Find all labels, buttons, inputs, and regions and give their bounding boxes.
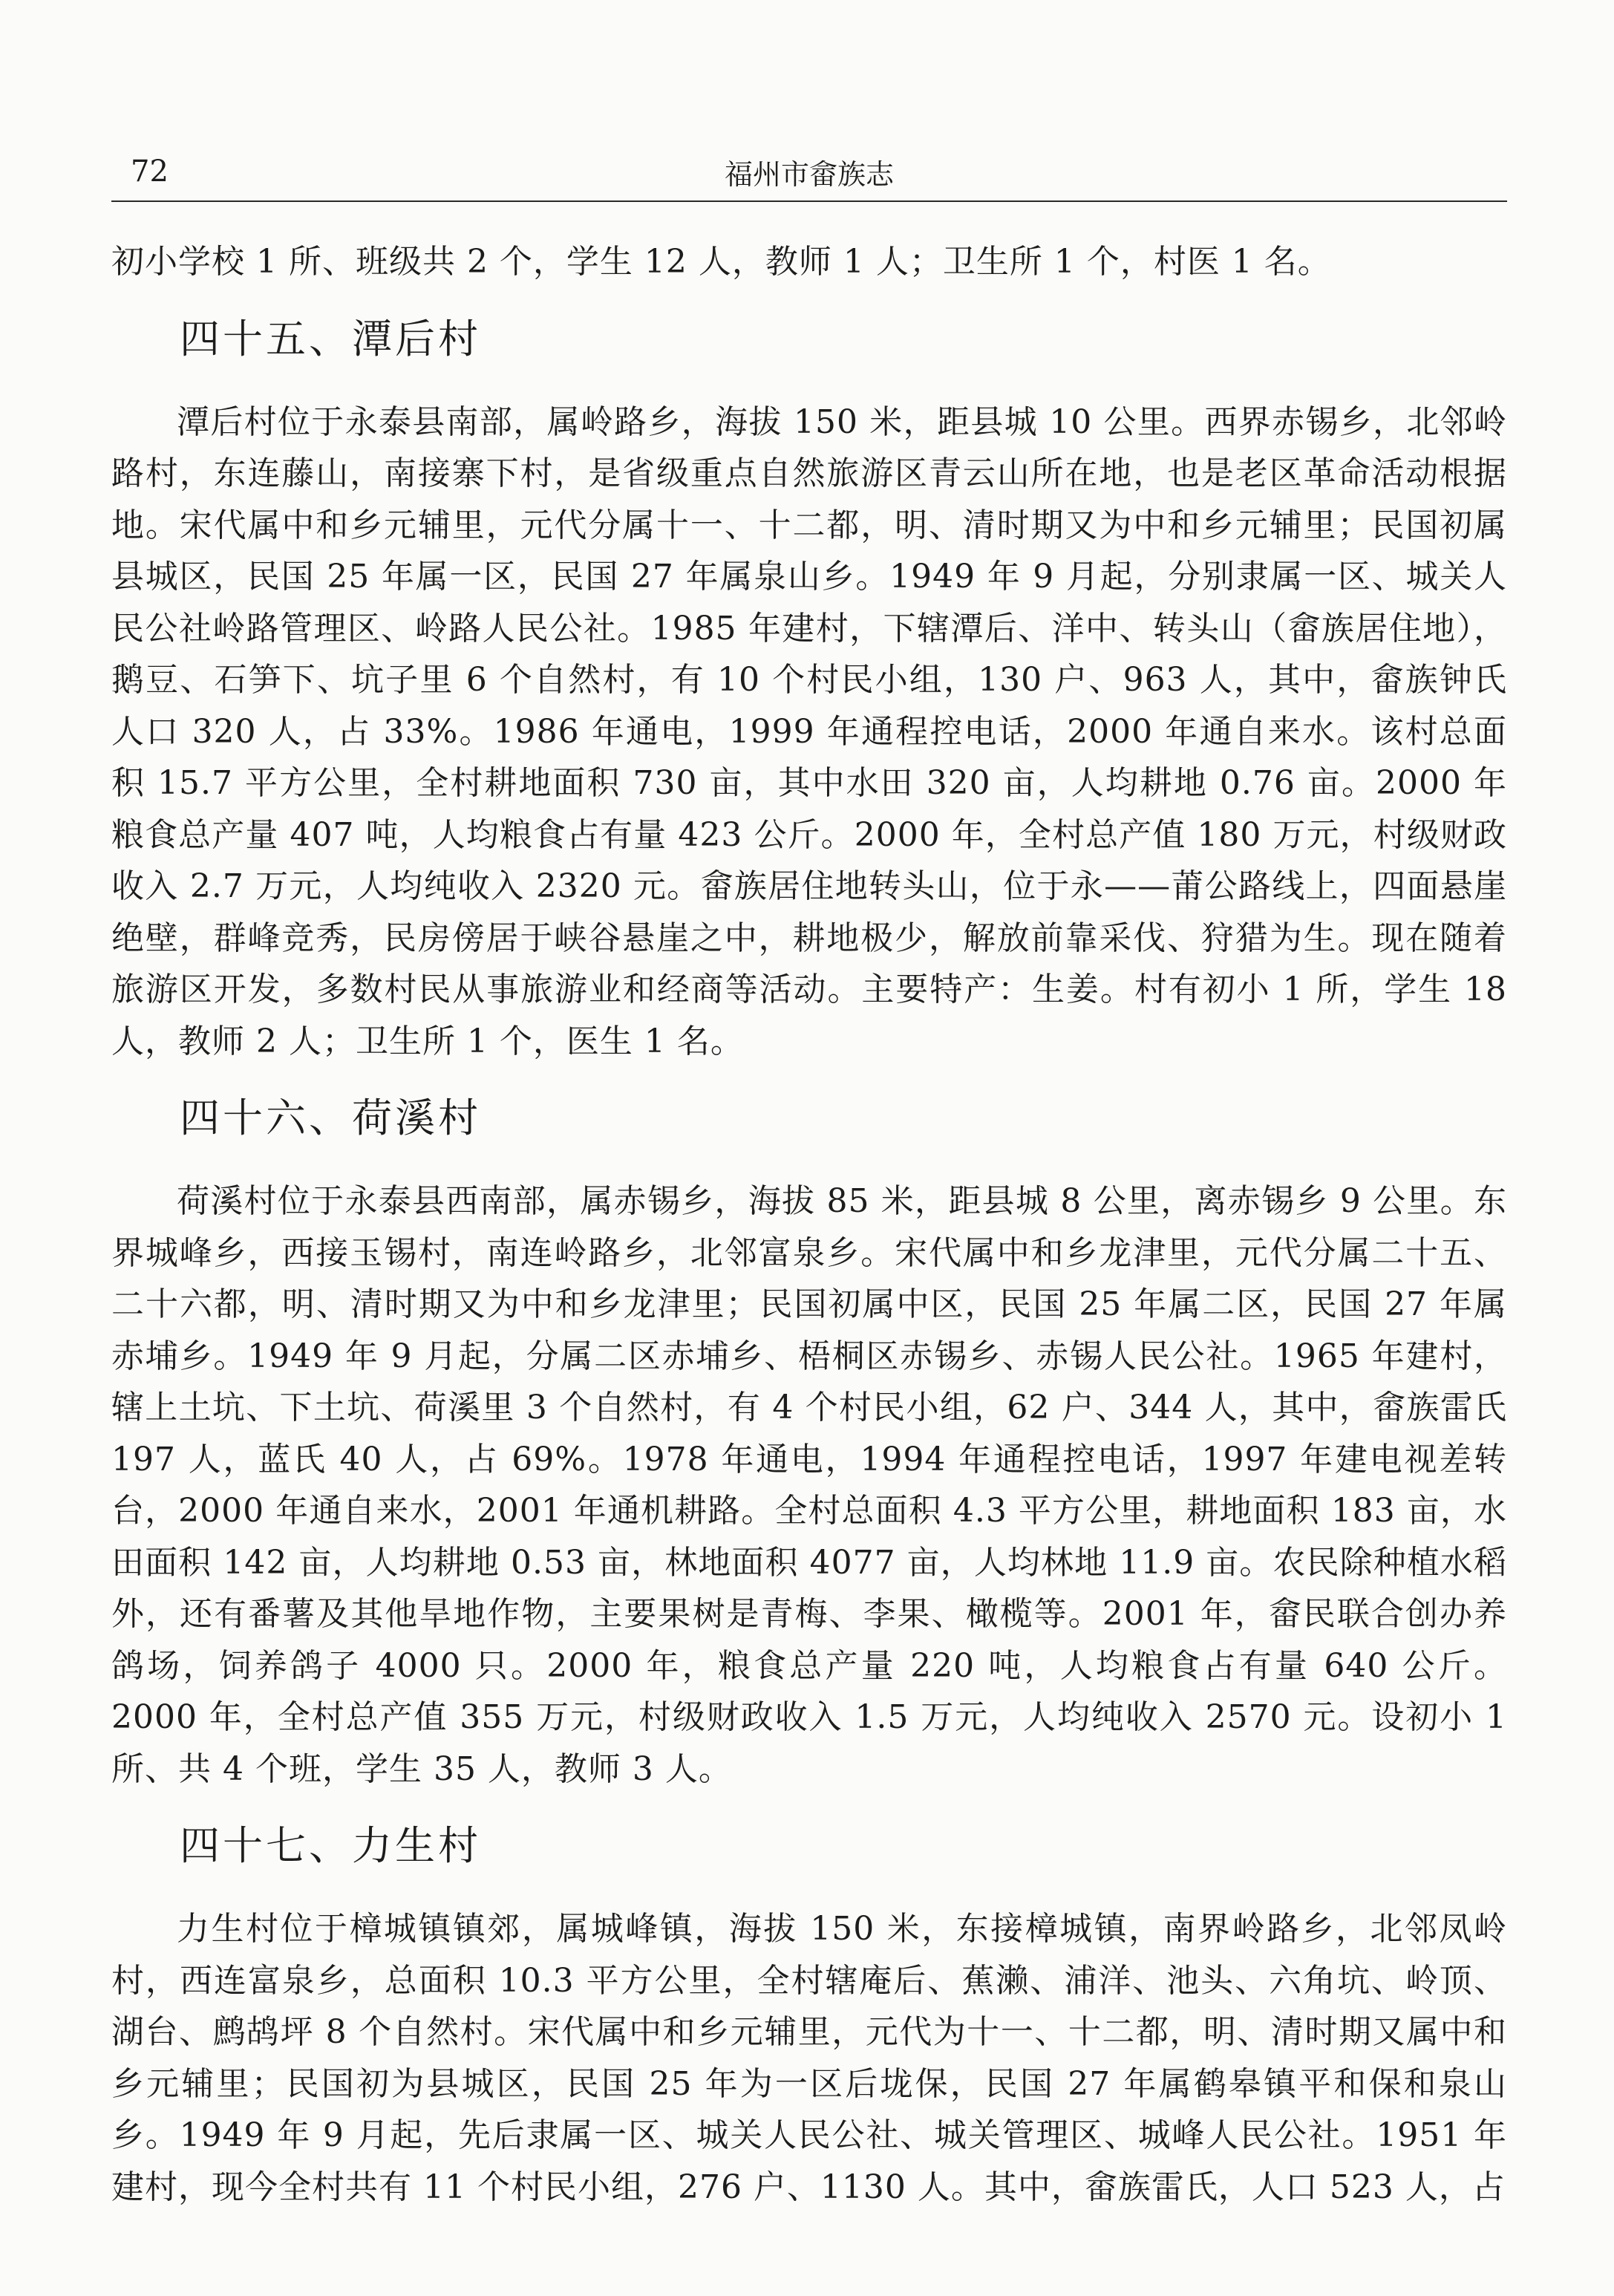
page-number: 72: [131, 154, 169, 189]
continued-paragraph: 初小学校 1 所、班级共 2 个，学生 12 人，教师 1 人；卫生所 1 个，村医 1 名。: [111, 243, 1331, 281]
section-heading-47: 四十七、力生村: [180, 1822, 481, 1869]
page-header: [111, 146, 1507, 202]
section-body-45: 潭后村位于永泰县南部，属岭路乡，海拔 150 米，距县城 10 公里。西界赤锡乡，北邻岭路村，东连藤山，南接寨下村，是省级重点自然旅游区青云山所在地，也是老区革命活动根据地。宋代属中和乡元辅里，元代分属十一、十二都，明、清时期又为中和乡元辅里；民国初属县城区，民国 25 年属一区，民国 27 年属泉山乡。1949 年 9 月起，分别隶属一区、城关人民公社岭路管理区、岭路人民公社。1985 年建村，下辖潭后、洋中、转头山（畲族居住地），鹅豆、石笋下、坑子里 6 个自然村，有 10 个村民小组，130 户、963 人，其中，畲族钟氏人口 320 人，占 33%。1986 年通电，1999 年通程控电话，2000 年通自来水。该村总面积 15.7 平方公里，全村耕地面积 730 亩，其中水田 320 亩，人均耕地 0.76 亩。2000 年粮食总产量 407 吨，人均粮食占有量 423 公斤。2000 年，全村总产值 180 万元，村级财政收入 2.7 万元，人均纯收入 2320 元。畲族居住地转头山，位于永——莆公路线上，四面悬崖绝壁，群峰竞秀，民房傍居于峡谷悬崖之中，耕地极少，解放前靠采伐、狩猎为生。现在随着旅游区开发，多数村民从事旅游业和经商等活动。主要特产：生姜。村有初小 1 所，学生 18 人，教师 2 人；卫生所 1 个，医生 1 名。: [111, 402, 1507, 1060]
section-heading-45: 四十五、潭后村: [180, 315, 481, 362]
section-body-47: 力生村位于樟城镇镇郊，属城峰镇，海拔 150 米，东接樟城镇，南界岭路乡，北邻凤岭村，西连富泉乡，总面积 10.3 平方公里，全村辖庵后、蕉濑、浦洋、池头、六角坑、岭顶、湖台、鹧鸪坪 8 个自然村。宋代属中和乡元辅里，元代为十一、十二都，明、清时期又属中和乡元辅里；民国初为县城区，民国 25 年为一区后垅保，民国 27 年属鹤皋镇平和保和泉山乡。1949 年 9 月起，先后隶属一区、城关人民公社、城关管理区、城峰人民公社。1951 年建村，现今全村共有 11 个村民小组，276 户、1130 人。其中，畲族雷氏，人口 523 人，占: [111, 1910, 1507, 2206]
section-body-46: 荷溪村位于永泰县西南部，属赤锡乡，海拔 85 米，距县城 8 公里，离赤锡乡 9 公里。东界城峰乡，西接玉锡村，南连岭路乡，北邻富泉乡。宋代属中和乡龙津里，元代分属二十五、二十六都，明、清时期又为中和乡龙津里；民国初属中区，民国 25 年属二区，民国 27 年属赤埔乡。1949 年 9 月起，分属二区赤埔乡、梧桐区赤锡乡、赤锡人民公社。1965 年建村，辖上土坑、下土坑、荷溪里 3 个自然村，有 4 个村民小组，62 户、344 人，其中，畲族雷氏 197 人，蓝氏 40 人，占 69%。1978 年通电，1994 年通程控电话，1997 年建电视差转台，2000 年通自来水，2001 年通机耕路。全村总面积 4.3 平方公里，耕地面积 183 亩，水田面积 142 亩，人均耕地 0.53 亩，林地面积 4077 亩，人均林地 11.9 亩。农民除种植水稻外，还有番薯及其他旱地作物，主要果树是青梅、李果、橄榄等。2001 年，畲民联合创办养鸽场，饲养鸽子 4000 只。2000 年，粮食总产量 220 吨，人均粮食占有量 640 公斤。2000 年，全村总产值 355 万元，村级财政收入 1.5 万元，人均纯收入 2570 元。设初小 1 所、共 4 个班，学生 35 人，教师 3 人。: [111, 1182, 1507, 1788]
section-heading-46: 四十六、荷溪村: [180, 1095, 481, 1141]
page-content: [111, 236, 1507, 2213]
book-title: 福州市畲族志: [724, 158, 894, 191]
